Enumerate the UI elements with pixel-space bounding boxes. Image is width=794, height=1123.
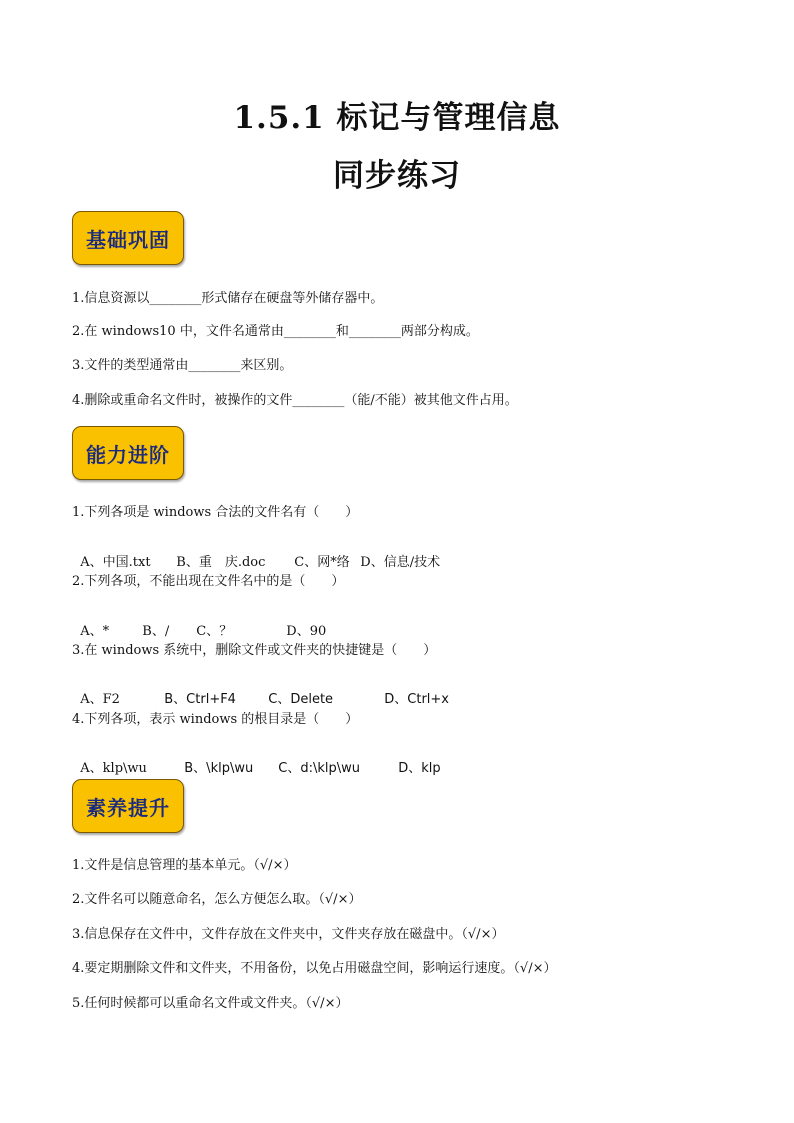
option: C、网*络: [294, 555, 350, 570]
option: D、90: [286, 624, 327, 639]
option: D、Ctrl+x: [384, 692, 449, 707]
option-row: [72, 605, 326, 639]
option: A、F2: [80, 692, 120, 707]
question-line: 4.要定期删除文件和文件夹，不用备份，以免占用磁盘空间，影响运行速度。（√/×）: [72, 961, 557, 976]
option: B、/: [142, 624, 170, 639]
question-line: 2.文件名可以随意命名，怎么方便怎么取。（√/×）: [72, 892, 362, 907]
option-row: [72, 742, 441, 776]
question-line: 1.文件是信息管理的基本单元。（√/×）: [72, 858, 297, 873]
question-line: 3.信息保存在文件中，文件存放在文件夹中，文件夹存放在磁盘中。（√/×）: [72, 927, 505, 942]
question-stem: 1.下列各项是 windows 合法的文件名有（ ）: [72, 505, 359, 520]
option: C、？: [196, 624, 233, 639]
section-badge-advanced: 能力进阶: [72, 426, 184, 480]
question-line: 4.删除或重命名文件时，被操作的文件________（能/不能）被其他文件占用。: [72, 393, 518, 408]
option: B、重 庆.doc: [176, 555, 266, 570]
option: D、klp: [398, 761, 441, 776]
option: D、信息/技术: [360, 555, 441, 570]
section-badge-basic: 基础巩固: [72, 211, 184, 265]
option: A、*: [80, 624, 110, 639]
section-badge-literacy: 素养提升: [72, 779, 184, 833]
option: A、中国.txt: [80, 555, 151, 570]
question-line: 3.文件的类型通常由________来区别。: [72, 358, 293, 373]
option: A、klp\wu: [80, 761, 147, 776]
page-title: 1.5.1 标记与管理信息: [233, 100, 561, 136]
question-stem: 4.下列各项，表示 windows 的根目录是（ ）: [72, 712, 359, 727]
question-stem: 3.在 windows 系统中，删除文件或文件夹的快捷键是（ ）: [72, 643, 437, 658]
question-stem: 2.下列各项，不能出现在文件名中的是（ ）: [72, 574, 345, 589]
question-line: 2.在 windows10 中，文件名通常由________和________两部分构成。: [72, 324, 479, 339]
option: B、\klp\wu: [184, 761, 254, 776]
question-line: 1.信息资源以________形式储存在硬盘等外储存器中。: [72, 291, 384, 306]
page-subtitle: 同步练习: [333, 158, 461, 194]
option: C、Delete: [268, 692, 334, 707]
option-row: [72, 536, 440, 570]
option: C、d:\klp\wu: [278, 761, 360, 776]
question-line: 5.任何时候都可以重命名文件或文件夹。（√/×）: [72, 996, 349, 1011]
option-row: [72, 673, 449, 707]
option: B、Ctrl+F4: [164, 692, 236, 707]
